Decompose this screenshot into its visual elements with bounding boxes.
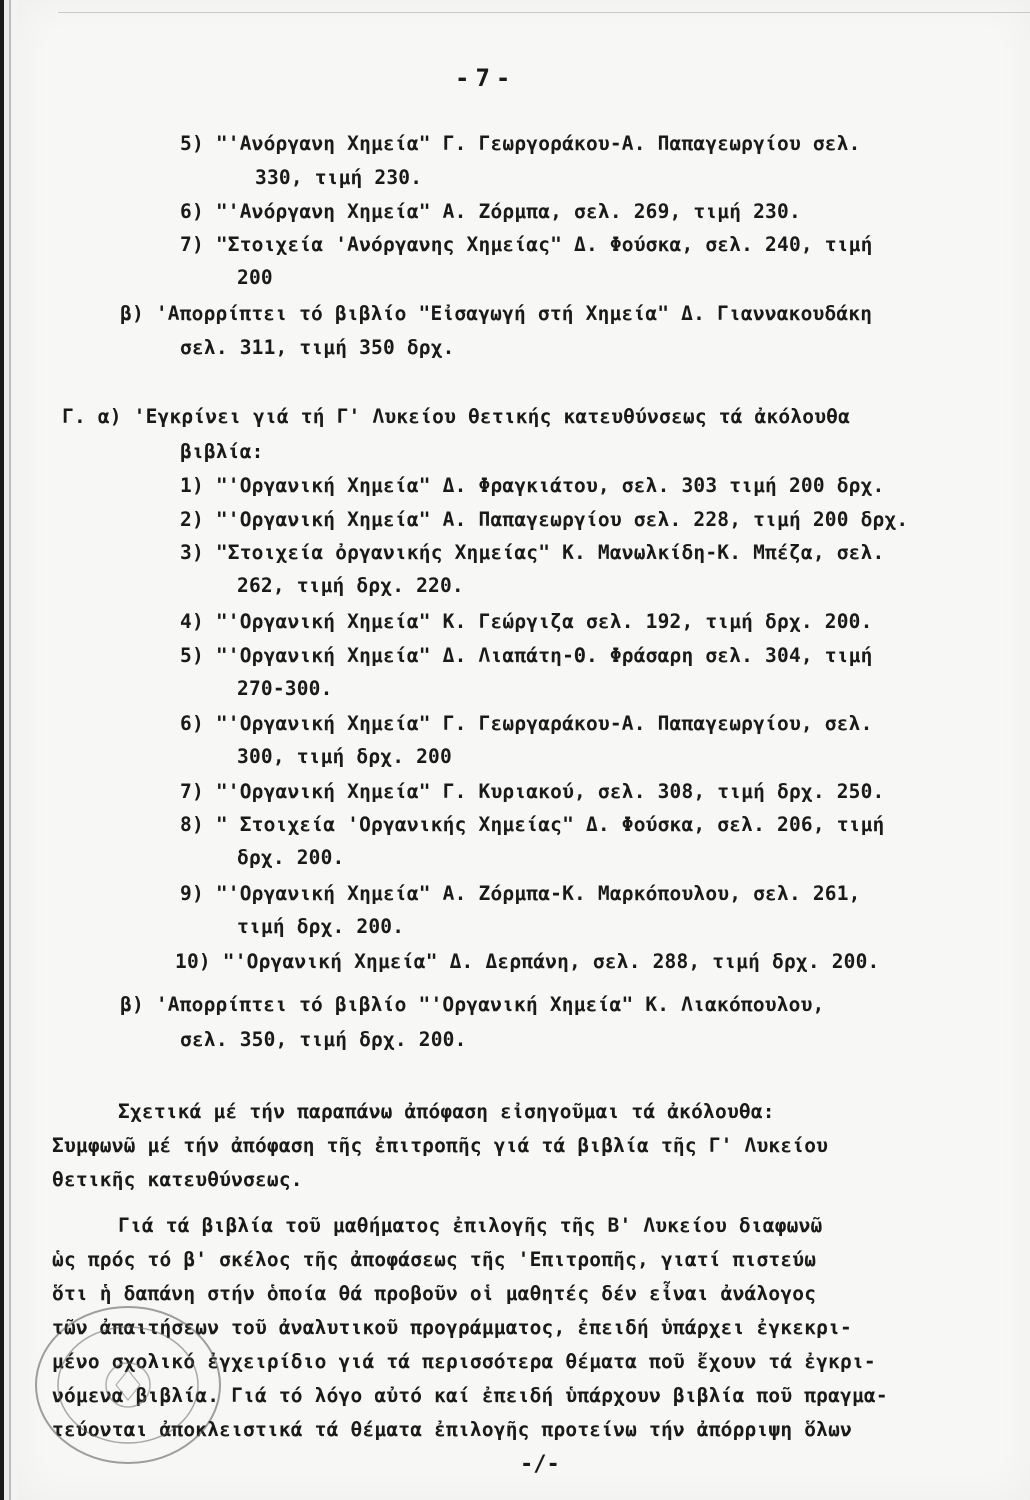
text-line: δρχ. 200. [237,846,345,869]
text-line: νόμενα βιβλία. Γιά τό λόγο αὐτό καί ἐπειδή ὑπάρχουν βιβλία ποῦ πραγμα- [52,1384,888,1407]
text-line: σελ. 350, τιμή δρχ. 200. [180,1028,467,1051]
text-line: 5) "'Οργανική Χημεία" Δ. Λιαπάτη-Θ. Φράσαρη σελ. 304, τιμή [180,644,873,667]
text-line: 1) "'Οργανική Χημεία" Δ. Φραγκιάτου, σελ. 303 τιμή 200 δρχ. [180,474,885,497]
text-line: τῶν ἀπαιτήσεων τοῦ ἀναλυτικοῦ προγράμματος, ἐπειδή ὑπάρχει ἐγκεκρι- [52,1316,852,1339]
text-line: βιβλία: [180,440,264,463]
text-line: 9) "'Οργανική Χημεία" Α. Ζόρμπα-Κ. Μαρκόπουλου, σελ. 261, [180,882,861,905]
page-number: -7- [455,64,517,92]
text-line: 330, τιμή 230. [255,166,423,189]
text-line: 6) "'Οργανική Χημεία" Γ. Γεωργαράκου-Α. Παπαγεωργίου, σελ. [180,712,873,735]
text-line: 7) "Στοιχεία 'Ανόργανης Χημείας" Δ. Φούσκα, σελ. 240, τιμή [180,233,873,256]
text-line: ὅτι ἡ δαπάνη στήν ὁποία θά προβοῦν οἱ μαθητές δέν εἶναι ἀνάλογος [52,1282,817,1305]
page-top-rule [58,12,1030,13]
text-line: 270-300. [237,677,333,700]
continuation-mark: -/- [520,1452,560,1477]
text-line: 262, τιμή δρχ. 220. [237,574,464,597]
text-line: μένο σχολικό ἐγχειρίδιο γιά τά περισσότερα θέματα ποῦ ἔχουν τά ἐγκρι- [52,1350,876,1373]
text-line: 10) "'Οργανική Χημεία" Δ. Δερπάνη, σελ. 288, τιμή δρχ. 200. [175,950,880,973]
text-line: 4) "'Οργανική Χημεία" Κ. Γεώργιζα σελ. 192, τιμή δρχ. 200. [180,610,873,633]
text-line: 7) "'Οργανική Χημεία" Γ. Κυριακού, σελ. 308, τιμή δρχ. 250. [180,780,885,803]
text-line: θετικῆς κατευθύνσεως. [52,1168,303,1191]
text-line: Γ. α) 'Εγκρίνει γιά τή Γ' Λυκείου θετικής κατευθύνσεως τά ἀκόλουθα [62,405,851,428]
text-line: σελ. 311, τιμή 350 δρχ. [180,336,455,359]
text-line: τεύονται ἀποκλειστικά τά θέματα ἐπιλογῆς προτείνω τήν ἀπόρριψη ὅλων [52,1418,852,1441]
text-line: 2) "'Οργανική Χημεία" Α. Παπαγεωργίου σελ. 228, τιμή 200 δρχ. [180,508,909,531]
text-line: Συμφωνῶ μέ τήν ἀπόφαση τῆς ἐπιτροπῆς γιά τά βιβλία τῆς Γ' Λυκείου [52,1134,829,1157]
text-line: β) 'Απορρίπτει τό βιβλίο "'Οργανική Χημεία" Κ. Λιακόπουλου, [120,993,825,1016]
text-line: Γιά τά βιβλία τοῦ μαθήματος ἐπιλογῆς τῆς Β' Λυκείου διαφωνῶ [118,1214,823,1237]
text-line: β) 'Απορρίπτει τό βιβλίο "Εἰσαγωγή στή Χημεία" Δ. Γιαννακουδάκη [120,302,873,325]
text-line: τιμή δρχ. 200. [237,915,405,938]
text-line: ὡς πρός τό β' σκέλος τῆς ἀποφάσεως τῆς 'Επιτροπῆς, γιατί πιστεύω [52,1248,817,1271]
binding-edge [0,0,18,1500]
text-line: 200 [237,266,273,289]
text-line: 8) " Στοιχεία 'Οργανικής Χημείας" Δ. Φούσκα, σελ. 206, τιμή [180,813,885,836]
text-line: 300, τιμή δρχ. 200 [237,745,452,768]
text-line: 6) "'Ανόργανη Χημεία" Α. Ζόρμπα, σελ. 269, τιμή 230. [180,200,801,223]
text-line: 5) "'Ανόργανη Χημεία" Γ. Γεωργοράκου-Α. Παπαγεωργίου σελ. [180,132,861,155]
text-line: 3) "Στοιχεία ὀργανικής Χημείας" Κ. Μανωλκίδη-Κ. Μπέζα, σελ. [180,541,885,564]
text-line: Σχετικά μέ τήν παραπάνω ἀπόφαση εἰσηγοῦμαι τά ἀκόλουθα: [118,1100,775,1123]
document-page [18,0,1030,1500]
library-stamp-icon [28,1300,228,1470]
